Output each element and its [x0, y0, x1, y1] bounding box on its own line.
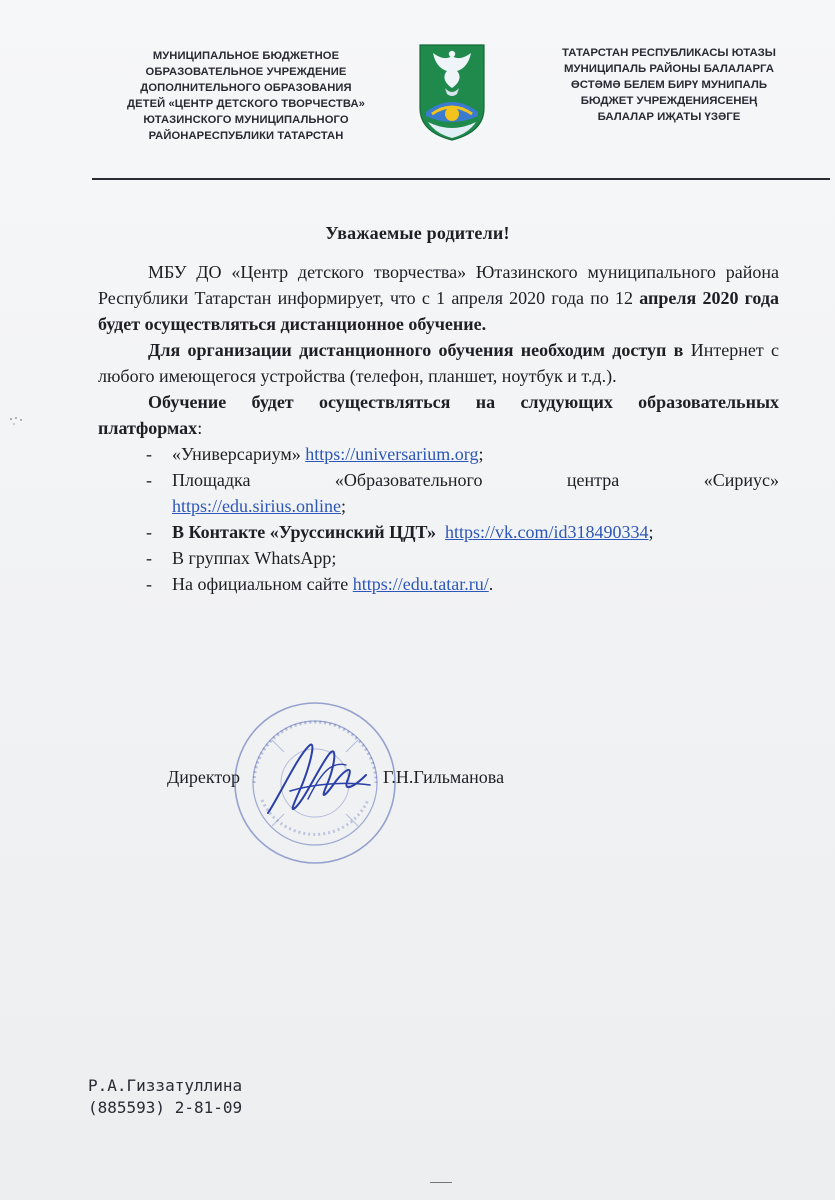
header-left-line: РАЙОНАРЕСПУБЛИКИ ТАТАРСТАН — [148, 130, 344, 142]
header-right-org-name — [510, 45, 828, 125]
header-left-line: ОБРАЗОВАТЕЛЬНОЕ УЧРЕЖДЕНИЕ — [145, 66, 347, 78]
paragraph-platforms-intro — [98, 389, 779, 441]
paragraph-bold-text: Обучение будет осуществляться на слудующих образовательных платформах — [98, 392, 779, 438]
header-left-line: ДЕТЕЙ «ЦЕНТР ДЕТСКОГО ТВОРЧЕСТВА» — [127, 98, 365, 110]
punctuation: ; — [341, 496, 347, 516]
platform-label-word: «Образовательного — [334, 470, 483, 490]
list-item-universarium — [98, 441, 779, 467]
header-right-line: БАЛАЛАР ИҖАТЫ ҮЗӘГЕ — [597, 111, 741, 123]
official-site-link[interactable]: https://edu.tatar.ru/ — [352, 574, 489, 594]
list-item-vk — [98, 519, 779, 545]
paragraph-bold-text: Для организации дистанционного обучения необходим доступ в — [148, 340, 684, 360]
universarium-link[interactable]: https://universarium.org — [305, 444, 479, 464]
letter-greeting: Уважаемые родители! — [325, 223, 510, 243]
header-left-line: МУНИЦИПАЛЬНОЕ БЮДЖЕТНОЕ — [152, 50, 340, 62]
sirius-link-line — [172, 493, 779, 519]
punctuation: ; — [648, 522, 654, 542]
vk-link[interactable]: https://vk.com/id318490334 — [445, 522, 649, 542]
coat-of-arms-emblem — [416, 42, 488, 142]
header-right-line: БЮДЖЕТ УЧРЕЖДЕНИЯСЕНЕҢ — [580, 95, 758, 107]
header-left-line: ДОПОЛНИТЕЛЬНОГО ОБРАЗОВАНИЯ — [140, 82, 352, 94]
platform-label: В группах WhatsApp; — [172, 548, 337, 568]
paragraph-internet-access — [98, 337, 779, 389]
paragraph-announcement — [98, 259, 779, 337]
signer-role: Директор — [167, 767, 241, 787]
footer-contact — [88, 1075, 242, 1119]
header-right-line: МУНИЦИПАЛЬ РАЙОНЫ БАЛАЛАРГА — [563, 63, 775, 75]
letter-body — [98, 259, 779, 597]
page-bottom-mark — [430, 1182, 452, 1183]
author-name: Р.А.Гиззатуллина — [88, 1076, 243, 1095]
platform-label-word: - Площадка — [172, 470, 251, 490]
platform-label-word: центра — [566, 470, 620, 490]
list-item-official-site — [98, 571, 779, 597]
signer-name: Г.Н.Гильманова — [383, 767, 505, 787]
author-phone: (885593) 2-81-09 — [88, 1098, 243, 1117]
sirius-link[interactable]: https://edu.sirius.online — [172, 496, 341, 516]
punctuation: . — [488, 574, 494, 594]
header-left-line: ЮТАЗИНСКОГО МУНИЦИПАЛЬНОГО — [143, 114, 349, 126]
paragraph-text: МБУ ДО «Центр детского творчества» Ютазинского муниципального района Республики Татарстан информирует, что с 1 апреля 2020 года по 12 — [98, 262, 779, 308]
platform-label-word: «Сириус» — [703, 470, 779, 490]
platform-label: «Универсариум» — [172, 444, 301, 464]
sirius-label-line — [172, 467, 779, 493]
header-right-line: ӨСТӘМӘ БЕЛЕМ БИРҮ МУНИПАЛЬ — [570, 79, 768, 91]
platform-label: На официальном сайте — [172, 574, 349, 594]
paper-speck-marks — [8, 415, 28, 429]
list-item-whatsapp — [98, 545, 779, 571]
director-signature — [250, 735, 390, 825]
paragraph-bold-text: апреля 2020 года будет осуществляться дистанционное обучение. — [98, 288, 779, 334]
header-right-line: ТАТАРСТАН РЕСПУБЛИКАСЫ ЮТАЗЫ — [562, 47, 776, 59]
platform-label: В Контакте «Уруссинский ЦДТ» — [172, 522, 436, 542]
header-divider — [92, 178, 830, 180]
platforms-list — [98, 441, 779, 597]
header-left-org-name — [88, 48, 404, 144]
paragraph-text: : — [197, 418, 203, 438]
list-item-sirius — [98, 467, 779, 519]
paragraph-text: Интернет с любого имеющегося устройства (телефон, планшет, ноутбук и т.д.). — [98, 340, 779, 386]
punctuation: ; — [478, 444, 484, 464]
